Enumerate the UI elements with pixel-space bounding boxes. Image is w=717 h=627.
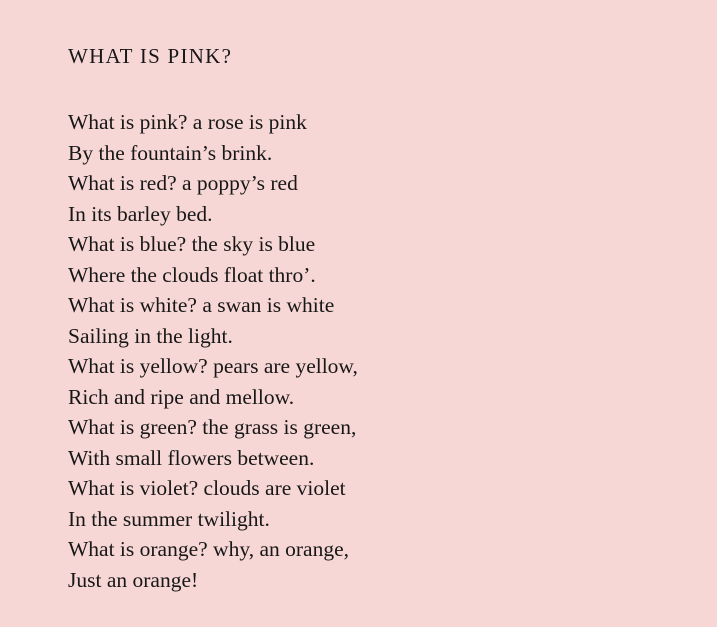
poem-line: What is red? a poppy’s red — [68, 171, 298, 196]
poem-line: What is blue? the sky is blue — [68, 232, 316, 257]
poem-line: What is violet? clouds are violet — [68, 476, 346, 501]
poem-line: Sailing in the light. — [68, 323, 233, 348]
poem-line: What is yellow? pears are yellow, — [68, 354, 358, 379]
poem-line: What is green? the grass is green, — [68, 415, 357, 440]
page-title: WHAT IS PINK? — [68, 44, 233, 68]
poem-line: By the fountain’s brink. — [68, 140, 273, 165]
poem-line: With small flowers between. — [68, 445, 315, 470]
poem-line: Rich and ripe and mellow. — [68, 384, 295, 409]
poem-line: Where the clouds float thro’. — [68, 262, 316, 287]
poem-line: What is orange? why, an orange, — [68, 537, 349, 562]
poem-line: What is pink? a rose is pink — [68, 110, 307, 135]
poem-body — [68, 107, 657, 595]
poem-line: In the summer twilight. — [68, 506, 270, 531]
poem-line: What is white? a swan is white — [68, 293, 335, 318]
poem-line: In its barley bed. — [68, 201, 213, 226]
poem-line: Just an orange! — [68, 567, 199, 592]
